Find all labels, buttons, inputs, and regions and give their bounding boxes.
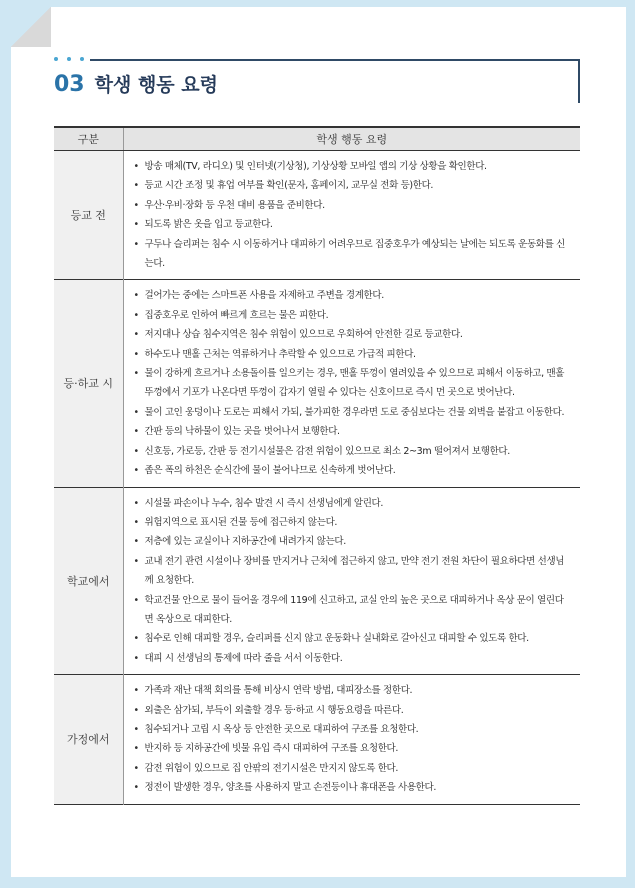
heading-rule [90, 59, 580, 61]
bullet-list [134, 681, 573, 797]
page-corner-shadow [11, 7, 51, 47]
list-item: • 물이 고인 웅덩이나 도로는 피해서 가되, 불가피한 경우라면 도로 중심보다는 건물 외벽을 붙잡고 이동한다. [134, 403, 573, 422]
row-category: 가정에서 [54, 675, 123, 804]
list-item: • 저지대나 상습 침수지역은 침수 위험이 있으므로 우회하여 안전한 길로 등교한다. [134, 325, 573, 344]
row-category: 등·하교 시 [54, 280, 123, 487]
row-items [123, 151, 580, 280]
list-item: • 반지하 등 지하공간에 빗물 유입 즉시 대피하여 구조를 요청한다. [134, 739, 573, 758]
section-number: 03 [54, 72, 85, 97]
list-item: • 등교 시간 조정 및 휴업 여부를 확인(문자, 홈페이지, 교무실 전화 등)한다. [134, 176, 573, 195]
list-item: • 신호등, 가로등, 간판 등 전기시설물은 감전 위험이 있으므로 최소 2~3m 떨어져서 보행한다. [134, 442, 573, 461]
list-item: • 되도록 밝은 옷을 입고 등교한다. [134, 215, 573, 234]
list-item: • 좁은 폭의 하천은 순식간에 물이 불어나므로 신속하게 벗어난다. [134, 461, 573, 480]
section-title: 학생 행동 요령 [94, 74, 218, 96]
heading-dots [54, 57, 84, 61]
list-item: • 물이 강하게 흐르거나 소용돌이를 일으키는 경우, 맨홀 뚜껑이 열려있을 수 있으므로 피해서 이동하고, 맨홀 뚜껑에서 기포가 나온다면 뚜껑이 갑자기 열릴 수 있다는 신호이므로 즉시 먼 곳으로 벗어난다. [134, 364, 573, 403]
list-item: • 우산·우비·장화 등 우천 대비 용품을 준비한다. [134, 196, 573, 215]
row-category: 학교에서 [54, 487, 123, 675]
table-row [54, 675, 580, 804]
row-items [123, 280, 580, 487]
row-items [123, 487, 580, 675]
bullet-list [134, 157, 573, 273]
row-category: 등교 전 [54, 151, 123, 280]
bullet-list [134, 494, 573, 669]
list-item: • 시설물 파손이나 누수, 침수 발견 시 즉시 선생님에게 알린다. [134, 494, 573, 513]
list-item: • 간판 등의 낙하물이 있는 곳을 벗어나서 보행한다. [134, 422, 573, 441]
list-item: • 집중호우로 인하여 빠르게 흐르는 물은 피한다. [134, 306, 573, 325]
list-item: • 가족과 재난 대책 회의를 통해 비상시 연락 방법, 대피장소를 정한다. [134, 681, 573, 700]
list-item: • 감전 위험이 있으므로 집 안팎의 전기시설은 만지지 않도록 한다. [134, 759, 573, 778]
list-item: • 방송 매체(TV, 라디오) 및 인터넷(기상청), 기상상황 모바일 앱의 기상 상황을 확인한다. [134, 157, 573, 176]
row-items [123, 675, 580, 804]
header-guideline: 학생 행동 요령 [123, 127, 580, 151]
list-item: • 대피 시 선생님의 통제에 따라 줄을 서서 이동한다. [134, 649, 573, 668]
table-row [54, 151, 580, 280]
header-category: 구분 [54, 127, 123, 151]
section-heading [54, 70, 218, 100]
list-item: • 정전이 발생한 경우, 양초를 사용하지 말고 손전등이나 휴대폰을 사용한다. [134, 778, 573, 797]
list-item: • 교내 전기 관련 시설이나 장비를 만지거나 근처에 접근하지 않고, 만약 전기 전원 차단이 필요하다면 선생님께 요청한다. [134, 552, 573, 591]
list-item: • 침수로 인해 대피할 경우, 슬리퍼를 신지 않고 운동화나 실내화로 갈아신고 대피할 수 있도록 한다. [134, 629, 573, 648]
guideline-table [54, 126, 580, 805]
list-item: • 하수도나 맨홀 근처는 역류하거나 추락할 수 있으므로 가급적 피한다. [134, 345, 573, 364]
table-header-row [54, 127, 580, 151]
list-item: • 위험지역으로 표시된 건물 등에 접근하지 않는다. [134, 513, 573, 532]
list-item: • 걸어가는 중에는 스마트폰 사용을 자제하고 주변을 경계한다. [134, 286, 573, 305]
table-row [54, 280, 580, 487]
list-item: • 학교건물 안으로 물이 들어올 경우에 119에 신고하고, 교실 안의 높은 곳으로 대피하거나 옥상 문이 열린다면 옥상으로 대피한다. [134, 591, 573, 630]
table-row [54, 487, 580, 675]
list-item: • 외출은 삼가되, 부득이 외출할 경우 등·하교 시 행동요령을 따른다. [134, 701, 573, 720]
list-item: • 침수되거나 고립 시 옥상 등 안전한 곳으로 대피하여 구조를 요청한다. [134, 720, 573, 739]
heading-rule-end [578, 59, 580, 103]
list-item: • 구두나 슬리퍼는 침수 시 이동하거나 대피하기 어려우므로 집중호우가 예상되는 날에는 되도록 운동화를 신는다. [134, 235, 573, 274]
bullet-list [134, 286, 573, 480]
list-item: • 저층에 있는 교실이나 지하공간에 내려가지 않는다. [134, 532, 573, 551]
